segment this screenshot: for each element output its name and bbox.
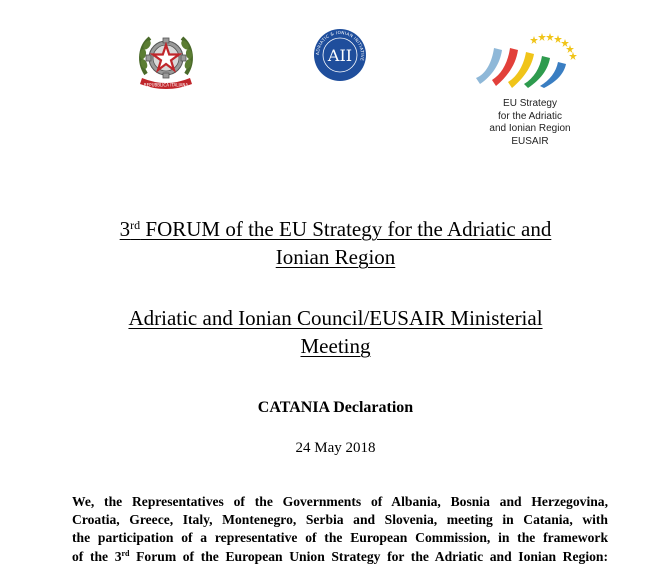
forum-heading-line-2: Ionian Region: [275, 245, 396, 269]
forum-ordinal-suffix: rd: [130, 218, 141, 232]
preamble-line-4-pre: of the 3: [72, 548, 122, 564]
aii-logo-icon: [313, 28, 367, 82]
forum-heading-line-1-text: FORUM of the EU Strategy for the Adriatic and: [140, 217, 552, 241]
council-heading-line-2: Meeting: [300, 334, 371, 358]
svg-text:AII: AII: [327, 46, 353, 65]
declaration-date: 24 May 2018: [295, 440, 376, 456]
declaration-title: CATANIA Declaration: [257, 399, 414, 416]
svg-text:ADRIATIC & IONIAN INITIATIVE: ADRIATIC & IONIAN INITIATIVE: [314, 29, 366, 62]
eusair-caption-line-3: and Ionian Region: [489, 123, 571, 134]
eusair-caption-line-2: for the Adriatic: [498, 110, 562, 122]
preamble-line-2: Croatia, Greece, Italy, Montenegro, Serbia and Slovenia, meeting in Catania, with: [72, 512, 608, 528]
preamble-line-1: We, the Representatives of the Governments of Albania, Bosnia and Herzegovina,: [72, 494, 608, 509]
forum-heading-line-1: [40, 215, 631, 243]
preamble-line-3: the participation of a representative of the European Commission, in the framework: [72, 530, 608, 546]
eusair-caption-line-4: EUSAIR: [511, 135, 549, 147]
eusair-caption-line-1: EU Strategy: [503, 98, 557, 109]
eusair-caption: [460, 98, 600, 148]
council-heading: [40, 304, 631, 360]
preamble-line-4-sup: rd: [121, 548, 130, 558]
eusair-logo-icon: [472, 30, 587, 88]
preamble-paragraph: [72, 493, 608, 566]
forum-heading: [40, 215, 631, 271]
council-heading-line-1: Adriatic and Ionian Council/EUSAIR Ministerial: [128, 306, 543, 330]
forum-ordinal: 3: [119, 217, 131, 241]
preamble-line-4: [72, 548, 608, 566]
italy-emblem-icon: [136, 30, 196, 92]
preamble-line-4-post: Forum of the European Union Strategy for the Adriatic and Ionian Region:: [129, 548, 608, 564]
svg-text:REPUBBLICA ITALIANA: REPUBBLICA ITALIANA: [143, 82, 189, 88]
